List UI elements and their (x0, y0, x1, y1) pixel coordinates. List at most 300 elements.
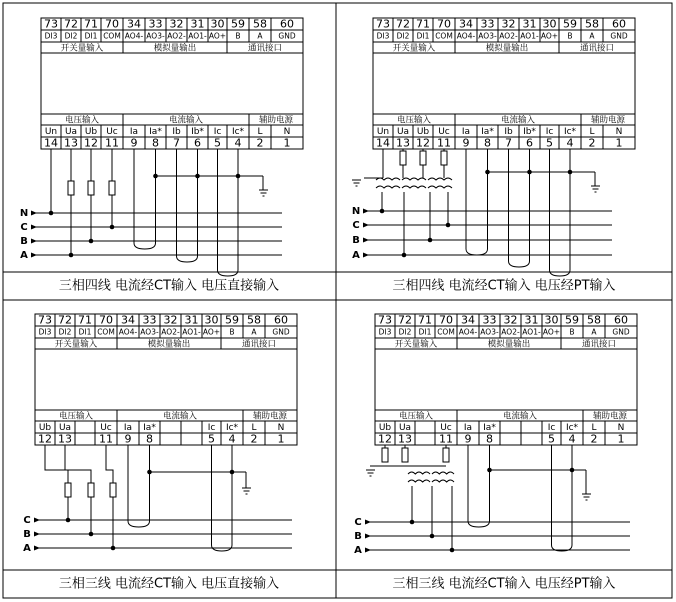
terminal-name-top: DI1 (84, 31, 98, 41)
terminal-number-bottom: 12 (38, 432, 52, 446)
terminal-name-bottom: Ia (461, 127, 471, 137)
terminal-number-bottom: 4 (228, 432, 236, 446)
terminal-name-bottom: Ic (545, 127, 554, 137)
terminal-name-top: B (229, 327, 235, 337)
group-label-bottom: 辅助电源 (590, 115, 626, 126)
pt-coil (376, 186, 400, 188)
fuse (88, 483, 94, 497)
group-label-top: 通讯接口 (241, 339, 277, 350)
terminal-block (373, 18, 635, 150)
terminal-name-top: AO+ (540, 31, 559, 41)
terminal-number-bottom: 2 (590, 432, 598, 446)
terminal-name-bottom: Ia* (481, 127, 494, 137)
terminal-number-top: 70 (439, 313, 453, 327)
terminal-name-top: DI2 (64, 31, 78, 41)
terminal-number-top: 73 (378, 313, 392, 327)
terminal-name-top: DI1 (416, 31, 430, 41)
terminal-name-top: AO2- (501, 327, 520, 337)
terminal-name-top: AO+ (542, 327, 561, 337)
terminal-name-bottom: N (283, 127, 291, 137)
junction-dot (195, 174, 200, 179)
terminal-number-bottom: 5 (548, 432, 555, 446)
terminal-name-bottom: L (251, 423, 257, 433)
ground-symbol (242, 488, 251, 494)
junction-dot (428, 238, 433, 243)
terminal-number-bottom: 9 (130, 136, 138, 150)
terminal-name-top: AO1- (522, 327, 541, 337)
ct-loop (550, 149, 571, 276)
panel-3p3w-direct (23, 314, 297, 555)
group-label-top: 模拟量输出 (153, 43, 197, 54)
terminal-number-top: 70 (105, 17, 119, 31)
terminal-block (41, 18, 303, 150)
terminal-name-bottom: Ua (58, 423, 72, 433)
ground-symbol (582, 494, 591, 500)
terminal-number-bottom: 5 (208, 432, 215, 446)
terminal-number-top: 59 (231, 17, 245, 31)
terminal-name-bottom: Ua (64, 127, 78, 137)
ground-symbol (366, 470, 375, 476)
group-label-bottom: 辅助电源 (252, 411, 288, 422)
terminal-number-top: 71 (78, 313, 92, 327)
terminal-name-bottom: Un (376, 127, 390, 137)
terminal-number-bottom: 6 (194, 136, 201, 150)
terminal-number-top: 70 (99, 313, 113, 327)
terminal-number-bottom: 4 (568, 432, 576, 446)
terminal-number-bottom: 1 (277, 432, 285, 446)
terminal-number-bottom: 12 (84, 136, 98, 150)
terminal-number-bottom: 9 (462, 136, 470, 150)
fuse (88, 181, 94, 195)
terminal-number-bottom: 1 (617, 432, 625, 446)
terminal-name-top: B (235, 31, 241, 41)
group-label-top: 模拟量输出 (485, 43, 529, 54)
terminal-name-top: AO1- (520, 31, 539, 41)
phase-arrow (363, 253, 369, 258)
group-label-bottom: 电流输入 (168, 115, 204, 126)
terminal-name-bottom: Ia* (143, 423, 156, 433)
terminal-number-bottom: 14 (376, 136, 390, 150)
terminal-name-bottom: Ua (396, 127, 410, 137)
group-label-top: 通讯接口 (581, 339, 617, 350)
terminal-number-bottom: 8 (486, 432, 493, 446)
group-label-bottom: 电压输入 (398, 411, 434, 422)
terminal-number-bottom: 2 (588, 136, 596, 150)
terminal-name-top: AO4- (458, 327, 478, 337)
terminal-number-top: 31 (524, 313, 539, 327)
panel-caption: 三相四线 电流经CT输入 电压经PT输入 (392, 278, 616, 294)
terminal-number-bottom: 6 (526, 136, 533, 150)
junction-dot (485, 170, 490, 175)
terminal-number-bottom: 9 (464, 432, 472, 446)
group-label-top: 通讯接口 (579, 43, 615, 54)
terminal-number-top: 60 (612, 17, 626, 31)
terminal-name-top: GND (278, 31, 296, 41)
panel-3p4w-direct (20, 18, 303, 277)
terminal-number-bottom: 13 (64, 136, 78, 150)
phase-arrow (31, 211, 37, 216)
terminal-name-top: A (257, 31, 263, 41)
phase-label: B (354, 531, 362, 542)
fuse (65, 483, 71, 497)
phase-arrow (31, 253, 37, 258)
terminal-number-top: 71 (416, 17, 430, 31)
fuse (420, 151, 426, 165)
terminal-number-top: 60 (274, 313, 288, 327)
phase-label: A (352, 250, 360, 261)
terminal-name-top: DI2 (58, 327, 72, 337)
group-label-top: 开关量输入 (394, 339, 438, 350)
terminal-number-bottom: 13 (396, 136, 410, 150)
terminal-name-bottom: L (591, 423, 597, 433)
terminal-name-bottom: Ua (398, 423, 412, 433)
fuse (441, 151, 447, 165)
terminal-name-top: A (251, 327, 257, 337)
terminal-number-bottom: 7 (173, 136, 180, 150)
terminal-number-top: 31 (190, 17, 205, 31)
junction-dot (236, 174, 241, 179)
phase-label: C (352, 220, 360, 231)
terminal-name-bottom: Uc (438, 127, 450, 137)
terminal-number-top: 58 (585, 17, 599, 31)
terminal-number-top: 30 (542, 17, 557, 31)
phase-label: C (20, 222, 28, 233)
pt-coil (402, 178, 426, 180)
terminal-number-top: 33 (480, 17, 495, 31)
panel-caption: 三相三线 电流经CT输入 电压经PT输入 (392, 576, 616, 592)
phase-arrow (363, 238, 369, 243)
terminal-number-top: 30 (544, 313, 559, 327)
terminal-number-top: 59 (563, 17, 577, 31)
phase-label: C (23, 515, 31, 526)
terminal-name-top: COM (435, 31, 453, 41)
fuse (68, 181, 74, 195)
group-label-top: 通讯接口 (247, 43, 283, 54)
terminal-name-bottom: L (257, 127, 263, 137)
terminal-number-bottom: 12 (416, 136, 430, 150)
panel-3p4w-pt (352, 18, 635, 277)
terminal-number-top: 58 (587, 313, 601, 327)
terminal-name-bottom: Ia* (483, 423, 496, 433)
terminal-name-top: AO3- (480, 327, 499, 337)
terminal-number-top: 33 (148, 17, 163, 31)
pt-coil (432, 472, 454, 474)
phase-arrow (31, 225, 37, 230)
terminal-name-bottom: L (589, 127, 595, 137)
terminal-name-top: GND (610, 31, 628, 41)
terminal-number-bottom: 11 (437, 136, 451, 150)
fuse (402, 448, 408, 462)
terminal-number-top: 60 (614, 313, 628, 327)
group-label-bottom: 电压输入 (64, 115, 100, 126)
terminal-name-bottom: Ub (84, 127, 98, 137)
terminal-name-top: DI3 (376, 31, 390, 41)
terminal-name-top: GND (612, 327, 630, 337)
phase-arrow (365, 534, 371, 539)
terminal-name-bottom: Ia (129, 127, 139, 137)
terminal-number-bottom: 13 (398, 432, 412, 446)
terminal-number-top: 60 (280, 17, 294, 31)
terminal-name-bottom: Ib (172, 127, 181, 137)
group-label-bottom: 电压输入 (58, 411, 94, 422)
group-label-bottom: 电流输入 (502, 411, 538, 422)
terminal-number-bottom: 5 (214, 136, 221, 150)
terminal-number-bottom: 8 (484, 136, 491, 150)
terminal-name-top: COM (437, 327, 455, 337)
terminal-name-bottom: N (277, 423, 285, 433)
terminal-number-bottom: 8 (152, 136, 159, 150)
terminal-name-top: AO2- (161, 327, 180, 337)
terminal-name-bottom: Ub (38, 423, 52, 433)
terminal-name-top: COM (97, 327, 115, 337)
terminal-number-top: 31 (522, 17, 537, 31)
phase-arrow (34, 532, 40, 537)
terminal-name-bottom: Ib (504, 127, 513, 137)
phase-arrow (365, 548, 371, 553)
junction-dot (402, 253, 407, 258)
terminal-number-bottom: 14 (44, 136, 58, 150)
terminal-name-bottom: Ic* (563, 127, 577, 137)
terminal-name-top: AO+ (208, 31, 227, 41)
terminal-name-top: DI1 (418, 327, 432, 337)
terminal-number-top: 34 (121, 313, 135, 327)
terminal-number-bottom: 8 (146, 432, 153, 446)
terminal-number-top: 71 (418, 313, 432, 327)
phase-arrow (365, 520, 371, 525)
fuse (400, 151, 406, 165)
panel-caption: 三相四线 电流经CT输入 电压直接输入 (58, 278, 280, 294)
terminal-block (35, 314, 297, 446)
ct-loop (212, 445, 233, 551)
junction-dot (89, 532, 94, 537)
phase-label: B (23, 529, 31, 540)
terminal-number-top: 72 (396, 17, 410, 31)
pt-coil (428, 186, 452, 188)
ct-loop (509, 149, 530, 267)
terminal-number-top: 30 (204, 313, 219, 327)
junction-dot (147, 470, 152, 475)
terminal-name-top: AO1- (182, 327, 201, 337)
terminal-number-top: 73 (44, 17, 58, 31)
terminal-name-top: COM (103, 31, 121, 41)
terminal-number-top: 70 (437, 17, 451, 31)
terminal-number-top: 31 (184, 313, 199, 327)
terminal-number-top: 59 (225, 313, 239, 327)
phase-label: N (19, 208, 29, 219)
terminal-number-top: 58 (253, 17, 267, 31)
phase-label: B (20, 236, 28, 247)
terminal-number-bottom: 11 (439, 432, 453, 446)
terminal-name-top: GND (272, 327, 290, 337)
terminal-name-bottom: Un (44, 127, 58, 137)
terminal-number-top: 71 (84, 17, 98, 31)
terminal-number-top: 34 (127, 17, 141, 31)
terminal-name-bottom: Ic (213, 127, 222, 137)
terminal-number-top: 34 (461, 313, 475, 327)
terminal-number-top: 73 (376, 17, 390, 31)
terminal-number-top: 72 (58, 313, 72, 327)
terminal-name-bottom: Ia (463, 423, 473, 433)
junction-dot (69, 253, 74, 258)
terminal-number-top: 30 (210, 17, 225, 31)
pt-coil (408, 472, 430, 474)
phase-arrow (34, 546, 40, 551)
junction-dot (66, 518, 71, 523)
terminal-number-bottom: 1 (283, 136, 291, 150)
phase-arrow (31, 239, 37, 244)
terminal-number-top: 33 (142, 313, 157, 327)
terminal-name-bottom: N (617, 423, 625, 433)
terminal-name-bottom: Uc (440, 423, 452, 433)
terminal-number-bottom: 11 (99, 432, 113, 446)
terminal-name-bottom: Ic* (225, 423, 239, 433)
junction-dot (230, 470, 235, 475)
terminal-name-bottom: Ub (378, 423, 392, 433)
terminal-name-top: AO+ (202, 327, 221, 337)
terminal-name-top: DI3 (378, 327, 392, 337)
terminal-number-top: 72 (398, 313, 412, 327)
group-label-top: 开关量输入 (54, 339, 98, 350)
terminal-number-bottom: 1 (615, 136, 623, 150)
junction-dot (89, 239, 94, 244)
terminal-name-bottom: Ia (123, 423, 133, 433)
ct-loop (134, 149, 156, 249)
fuse (443, 448, 449, 462)
group-label-top: 开关量输入 (392, 43, 436, 54)
terminal-name-top: DI2 (396, 31, 410, 41)
group-label-bottom: 电流输入 (500, 115, 536, 126)
terminal-name-bottom: Ib* (191, 127, 204, 137)
terminal-number-bottom: 4 (566, 136, 574, 150)
terminal-name-top: AO1- (188, 31, 207, 41)
terminal-name-bottom: Ic (207, 423, 216, 433)
phase-arrow (34, 518, 40, 523)
ct-loop (177, 149, 198, 262)
terminal-number-bottom: 5 (546, 136, 553, 150)
terminal-number-top: 33 (482, 313, 497, 327)
terminal-number-bottom: 12 (378, 432, 392, 446)
ct-loop (468, 445, 490, 527)
terminal-name-top: B (567, 31, 573, 41)
terminal-name-top: DI3 (38, 327, 52, 337)
terminal-name-top: AO3- (146, 31, 165, 41)
terminal-name-top: AO4- (456, 31, 476, 41)
pt-coil (428, 178, 452, 180)
terminal-number-bottom: 2 (250, 432, 258, 446)
terminal-name-bottom: Uc (100, 423, 112, 433)
junction-dot (430, 534, 435, 539)
group-label-top: 模拟量输出 (147, 339, 191, 350)
terminal-name-bottom: Ia* (149, 127, 162, 137)
terminal-name-bottom: Ub (416, 127, 430, 137)
terminal-name-bottom: Ic* (565, 423, 579, 433)
junction-dot (568, 170, 573, 175)
terminal-number-top: 32 (169, 17, 184, 31)
junction-dot (153, 174, 158, 179)
group-label-bottom: 电流输入 (162, 411, 198, 422)
junction-dot (410, 520, 415, 525)
panel-3p3w-pt (354, 314, 637, 557)
terminal-number-top: 32 (163, 313, 178, 327)
terminal-name-top: AO3- (140, 327, 159, 337)
junction-dot (446, 223, 451, 228)
terminal-number-bottom: 4 (234, 136, 242, 150)
ct-loop (128, 445, 150, 527)
fuse (382, 448, 388, 462)
panel-caption: 三相三线 电流经CT输入 电压直接输入 (58, 576, 280, 592)
terminal-name-top: AO2- (499, 31, 518, 41)
group-label-top: 模拟量输出 (487, 339, 531, 350)
terminal-name-top: B (569, 327, 575, 337)
terminal-name-bottom: Ib* (523, 127, 536, 137)
terminal-number-bottom: 9 (124, 432, 132, 446)
terminal-name-top: DI1 (78, 327, 92, 337)
ct-loop (466, 149, 488, 255)
ground-symbol (352, 180, 361, 186)
terminal-number-bottom: 7 (505, 136, 512, 150)
phase-label: A (23, 543, 31, 554)
phase-label: B (352, 235, 360, 246)
junction-dot (111, 546, 116, 551)
fuse (110, 483, 116, 497)
terminal-name-top: DI3 (44, 31, 58, 41)
terminal-number-bottom: 13 (58, 432, 72, 446)
terminal-number-top: 34 (459, 17, 473, 31)
terminal-name-top: A (591, 327, 597, 337)
group-label-bottom: 辅助电源 (592, 411, 628, 422)
terminal-name-top: AO3- (478, 31, 497, 41)
junction-dot (527, 170, 532, 175)
terminal-name-top: AO2- (167, 31, 186, 41)
phase-label: A (20, 250, 28, 261)
junction-dot (450, 548, 455, 553)
junction-dot (570, 468, 575, 473)
terminal-name-bottom: N (615, 127, 623, 137)
ground-symbol (591, 186, 600, 192)
terminal-number-bottom: 11 (105, 136, 119, 150)
terminal-name-bottom: Ic (547, 423, 556, 433)
phase-label: A (354, 545, 362, 556)
ground-symbol (259, 190, 268, 196)
junction-dot (49, 211, 54, 216)
junction-dot (110, 225, 115, 230)
junction-dot (487, 468, 492, 473)
terminal-number-top: 72 (64, 17, 78, 31)
terminal-number-top: 58 (247, 313, 261, 327)
terminal-number-top: 32 (501, 17, 516, 31)
terminal-name-top: DI2 (398, 327, 412, 337)
group-label-bottom: 辅助电源 (258, 115, 294, 126)
terminal-name-bottom: Ic* (231, 127, 245, 137)
terminal-number-bottom: 2 (256, 136, 264, 150)
fuse (109, 181, 115, 195)
terminal-name-top: AO4- (118, 327, 138, 337)
pt-coil (402, 186, 426, 188)
phase-label: C (354, 517, 362, 528)
terminal-name-top: AO4- (124, 31, 144, 41)
terminal-number-top: 32 (503, 313, 518, 327)
phase-arrow (363, 209, 369, 214)
terminal-block (375, 314, 637, 446)
phase-arrow (363, 223, 369, 228)
terminal-name-top: A (589, 31, 595, 41)
pt-coil (408, 480, 430, 482)
junction-dot (380, 209, 385, 214)
group-label-bottom: 电压输入 (396, 115, 432, 126)
terminal-number-top: 59 (565, 313, 579, 327)
phase-label: N (351, 206, 361, 217)
terminal-name-bottom: Uc (106, 127, 118, 137)
